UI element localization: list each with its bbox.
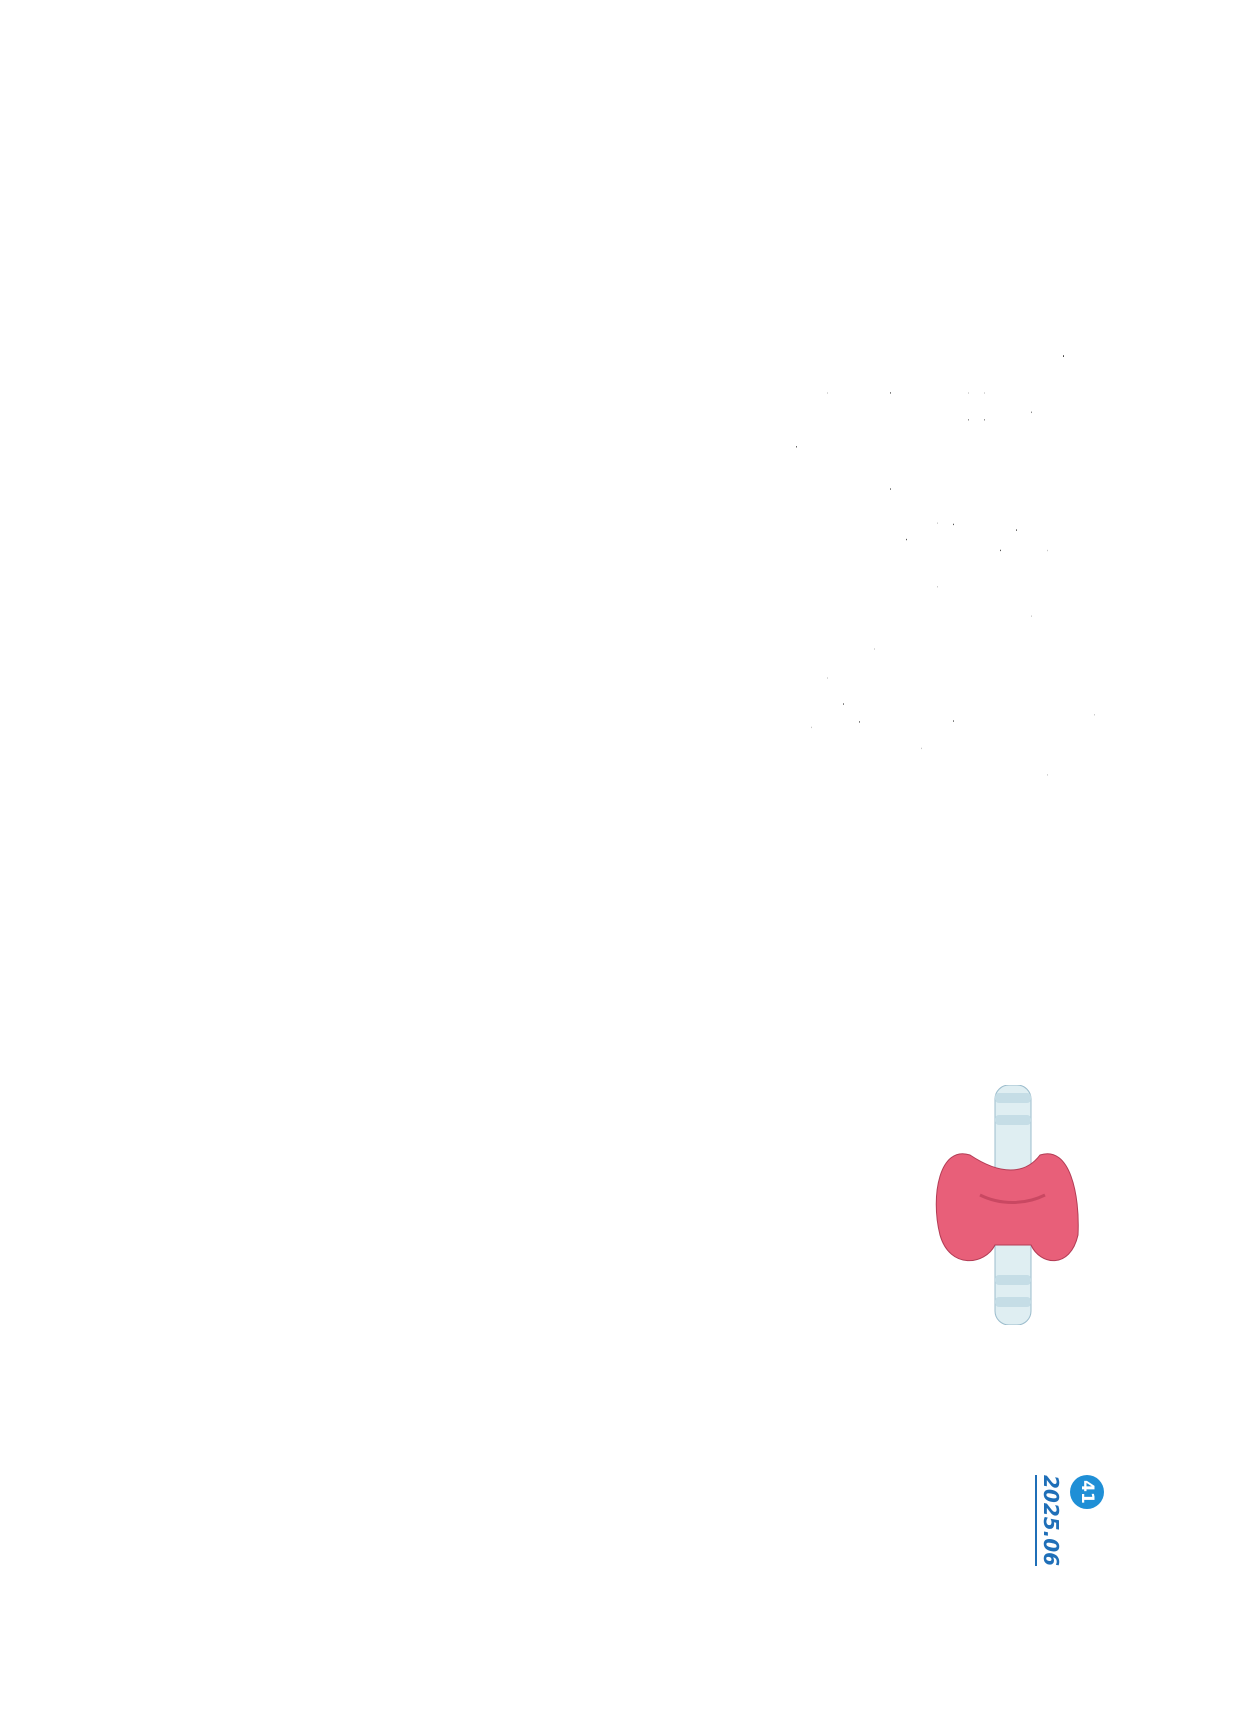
text-line — [1093, 340, 1095, 1575]
text-column-1 — [150, 105, 450, 1575]
text-line — [936, 340, 938, 1575]
text-line — [842, 340, 844, 1575]
text-line — [874, 340, 876, 1575]
text-line — [1046, 340, 1048, 1575]
text-line — [968, 340, 970, 1575]
text-column-2 — [470, 105, 770, 1575]
text-line — [1062, 340, 1064, 1575]
text-line — [1031, 340, 1033, 1575]
text-line — [826, 340, 828, 1575]
page-number-badge — [1070, 1475, 1104, 1509]
page-footer — [1030, 1475, 1110, 1575]
text-line — [795, 340, 797, 1575]
text-line — [999, 340, 1001, 1575]
text-line — [811, 340, 813, 1575]
text-line — [983, 340, 985, 1575]
issue-date: 2025.06 — [1035, 1475, 1063, 1566]
thyroid-illustration — [930, 1085, 1080, 1325]
text-line — [889, 340, 891, 1575]
text-line — [921, 340, 923, 1575]
text-line — [858, 340, 860, 1575]
text-line — [952, 340, 954, 1575]
page-number: 41 — [1076, 1480, 1097, 1504]
text-line — [1078, 340, 1080, 1575]
text-column-3 — [795, 340, 1095, 1575]
text-line — [905, 340, 907, 1575]
text-line — [1015, 340, 1017, 1575]
